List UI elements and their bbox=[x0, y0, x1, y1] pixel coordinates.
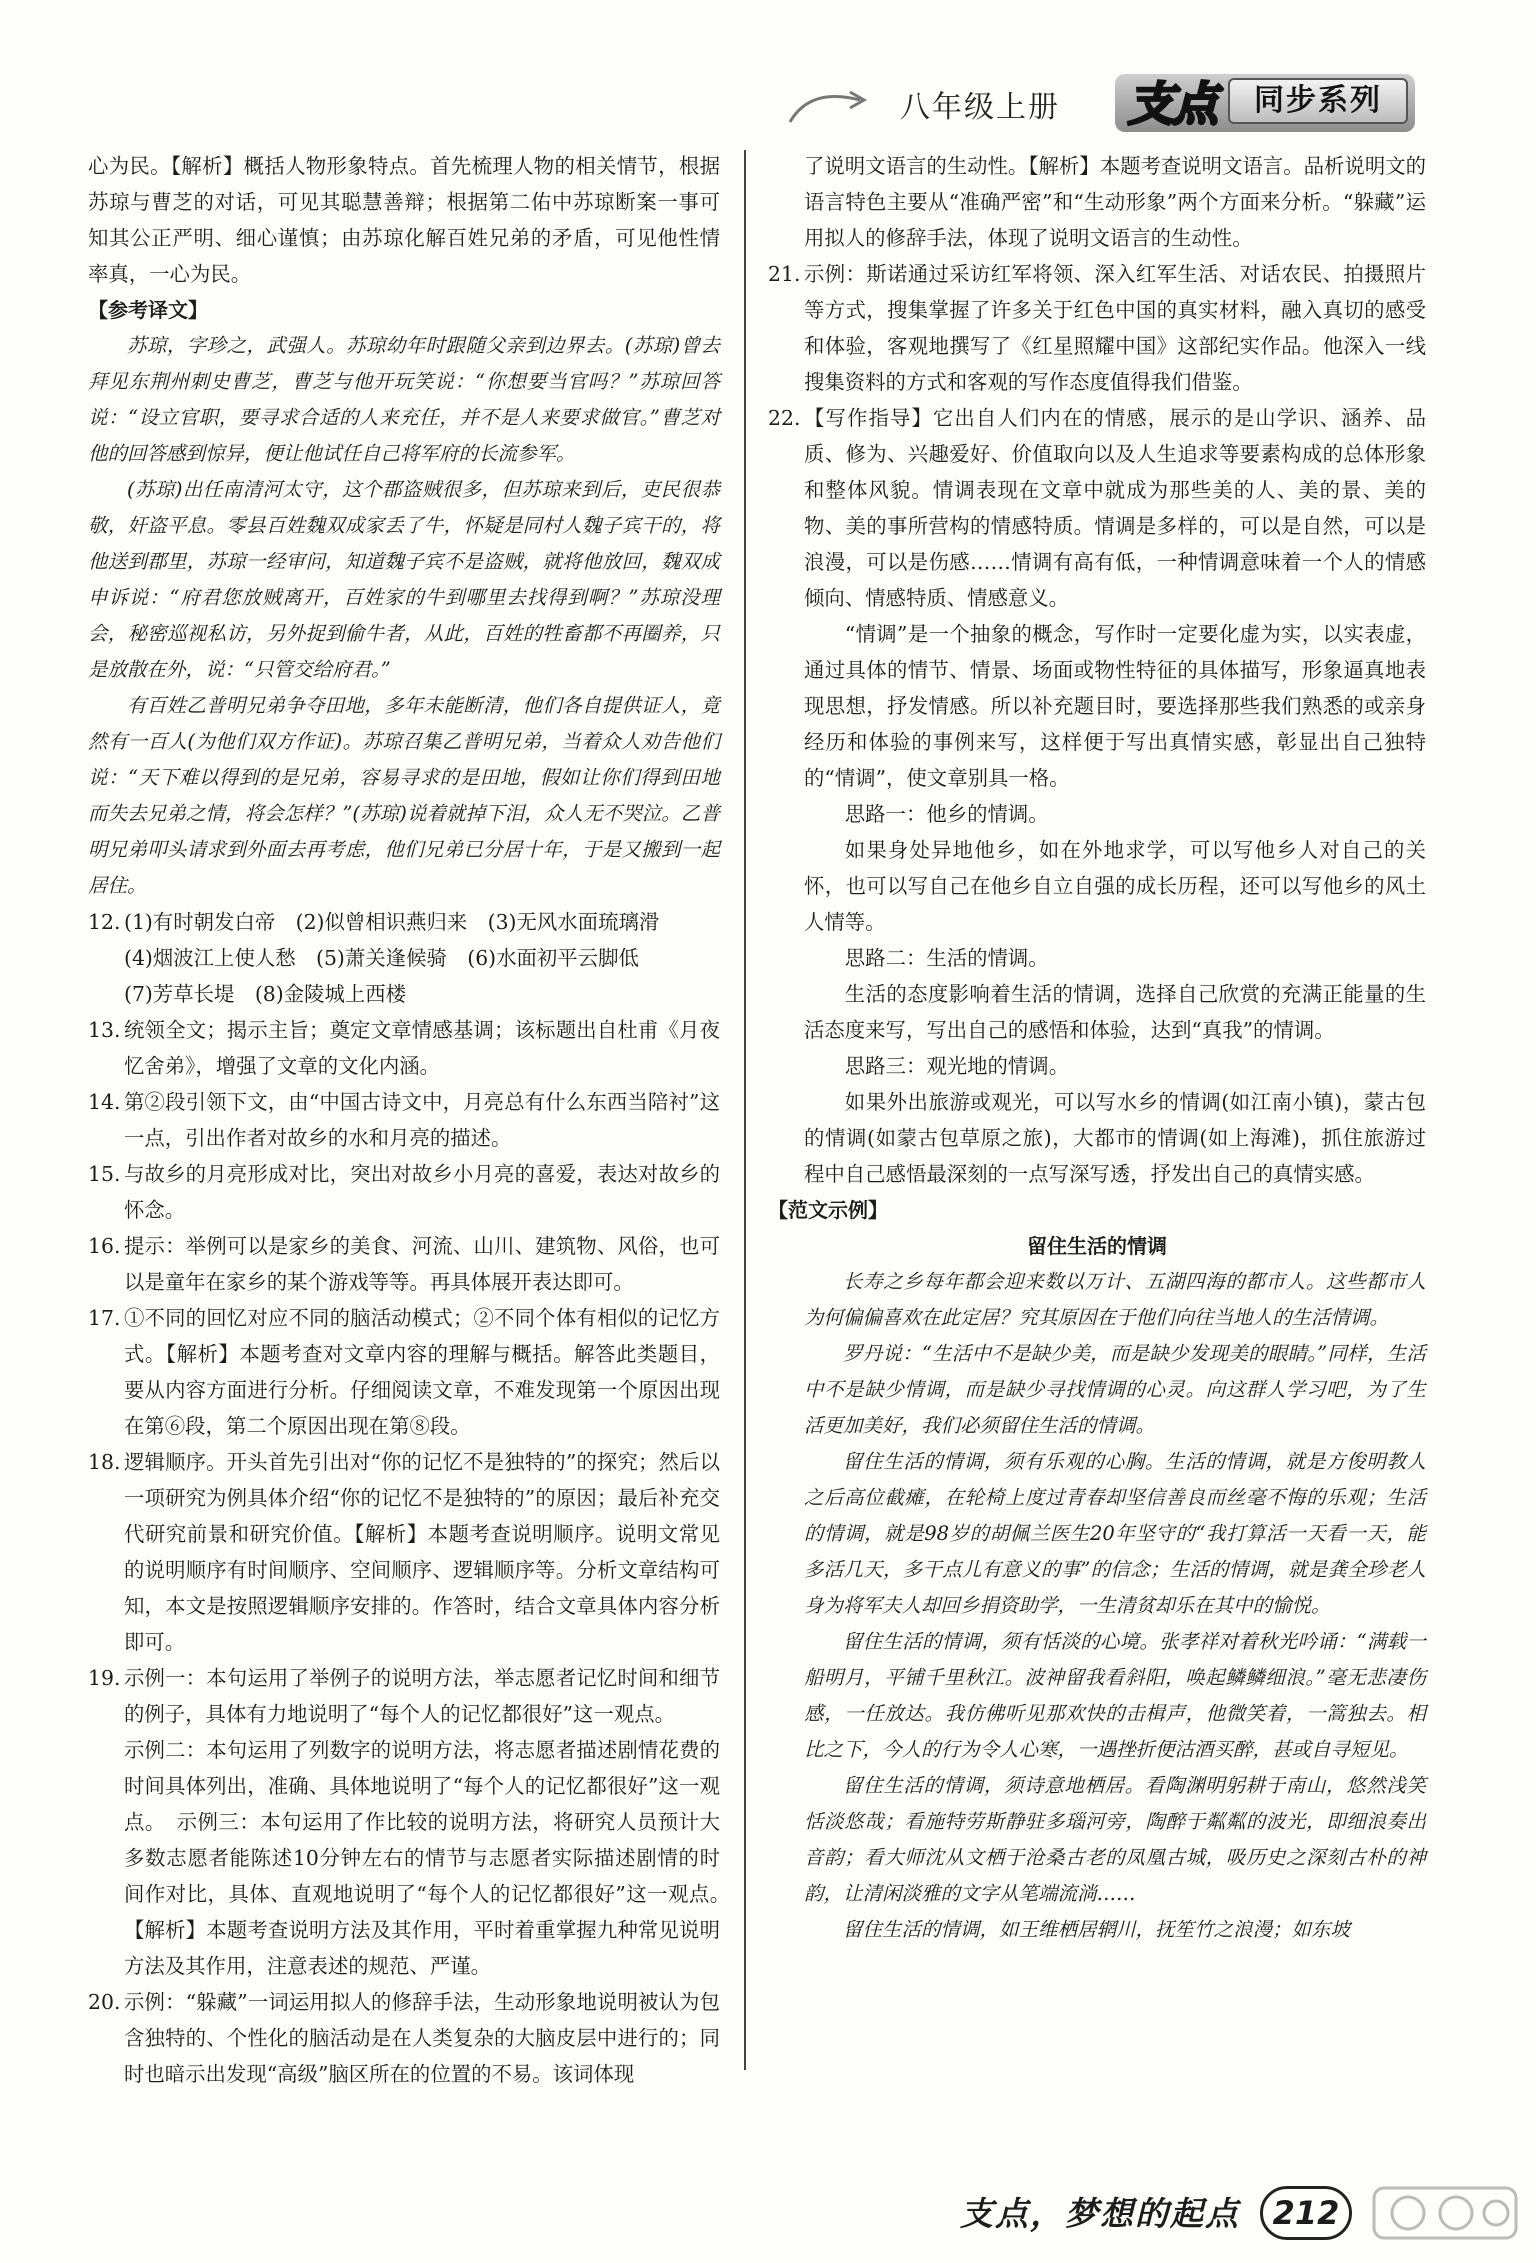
answer-21 bbox=[768, 256, 1426, 400]
answer-continuation: 心为民。【解析】概括人物形象特点。首先梳理人物的相关情节，根据苏琼与曹芝的对话，可见其聪慧善辩；根据第二佑中苏琼断案一事可知其公正严明、细心谨慎；由苏琼化解百姓兄弟的矛盾，可见他性情率真，一心为民。 bbox=[88, 154, 720, 286]
answer-line: (7)芳草长堤 (8)金陵城上西楼 bbox=[124, 982, 407, 1006]
essay-paragraph: 留住生活的情调，须有乐观的心胸。生活的情调，就是方俊明教人之后高位截瘫，在轮椅上度过青春却坚信善良而丝毫不悔的乐观；生活的情调，就是98岁的胡佩兰医生20年坚守的“我打算活一天看一天，能多活几天，多干点儿有意义的事”的信念；生活的情调，就是龚全珍老人身为将军夫人却回乡捐资助学，一生清贫却乐在其中的愉悦。 bbox=[804, 1450, 1426, 1617]
answer-19 bbox=[88, 1660, 720, 1732]
question-number: 18. bbox=[88, 1450, 121, 1474]
right-column bbox=[768, 148, 1426, 1948]
answer-20 bbox=[88, 1984, 720, 2092]
essay-title: 留住生活的情调 bbox=[1027, 1234, 1167, 1258]
answer-22 bbox=[768, 400, 1426, 616]
page-header bbox=[780, 60, 1420, 140]
model-essay-heading: 【范文示例】 bbox=[768, 1198, 888, 1222]
answer-line: (4)烟波江上使人愁 (5)萧关逢候骑 (6)水面初平云脚低 bbox=[124, 946, 639, 970]
translation-paragraph: 苏琼，字珍之，武强人。苏琼幼年时跟随父亲到边界去。(苏琼)曾去拜见东荆州刺史曹芝，曹芝与他开玩笑说：“你想要当官吗？”苏琼回答说：“设立官职，要寻求合适的人来充任，并不是人来要求做官。”曹芝对他的回答感到惊异，便让他试任自己将军府的长流参军。 bbox=[88, 334, 720, 465]
idea-title: 思路一：他乡的情调。 bbox=[844, 802, 1049, 826]
essay-paragraph: 留住生活的情调，须诗意地栖居。看陶渊明躬耕于南山，悠然浅笑恬淡悠哉；看施特劳斯静驻多瑙河旁，陶醉于粼粼的波光，即细浪奏出音韵；看大师沈从文栖于沧桑古老的凤凰古城，吸历史之深刻古朴的神韵，让清闲淡雅的文字从笔端流淌…… bbox=[804, 1774, 1426, 1905]
question-number: 17. bbox=[88, 1306, 121, 1330]
idea-text: 如果外出旅游或观光，可以写水乡的情调(如江南小镇)，蒙古包的情调(如蒙古包草原之旅)，大都市的情调(如上海滩)，抓住旅游过程中自己感悟最深刻的一点写深写透，抒发出自己的真情实感。 bbox=[804, 1090, 1426, 1186]
answer-12 bbox=[88, 904, 720, 1012]
idea-text: 生活的态度影响着生活的情调，选择自己欣赏的充满正能量的生活态度来写，写出自己的感悟和体验，达到“真我”的情调。 bbox=[804, 982, 1426, 1042]
translation-paragraph: 有百姓乙普明兄弟争夺田地，多年未能断清，他们各自提供证人，竟然有一百人(为他们双方作证)。苏琼召集乙普明兄弟，当着众人劝告他们说：“天下难以得到的是兄弟，容易寻求的是田地，假如让你们得到田地而失去兄弟之情，将会怎样？”(苏琼)说着就掉下泪，众人无不哭泣。乙普明兄弟叩头请求到外面去再考虑，他们兄弟已分居十年，于是又搬到一起居住。 bbox=[88, 694, 720, 897]
footer-slogan: 支点，梦想的起点 bbox=[960, 2194, 1240, 2233]
column-divider bbox=[744, 150, 746, 2070]
answer-16 bbox=[88, 1228, 720, 1300]
answer-text: 第②段引领下文，由“中国古诗文中，月亮总有什么东西当陪衬”这一点，引出作者对故乡的水和月亮的描述。 bbox=[124, 1090, 720, 1150]
idea-text: 如果身处异地他乡，如在外地求学，可以写他乡人对自己的关怀，也可以写自己在他乡自立自强的成长历程，还可以写他乡的风土人情等。 bbox=[804, 838, 1426, 934]
answer-text: 统领全文；揭示主旨；奠定文章情感基调；该标题出自杜甫《月夜忆舍弟》，增强了文章的文化内涵。 bbox=[124, 1018, 720, 1078]
answer-text: 示例一：本句运用了举例子的说明方法，举志愿者记忆时间和细节的例子，具体有力地说明了“每个人的记忆都很好”这一观点。 bbox=[124, 1666, 720, 1726]
grade-label: 八年级上册 bbox=[900, 90, 1060, 125]
question-number: 20. bbox=[88, 1990, 121, 2014]
question-number: 16. bbox=[88, 1234, 121, 1258]
answer-text: 示例：“躲藏”一词运用拟人的修辞手法，生动形象地说明被认为包含独特的、个性化的脑活动是在人类复杂的大脑皮层中进行的；同时也暗示出发现“高级”脑区所在的位置的不易。该词体现 bbox=[124, 1990, 720, 2086]
question-number: 13. bbox=[88, 1018, 121, 1042]
page-footer bbox=[960, 2188, 1520, 2248]
answer-text: 与故乡的月亮形成对比，突出对故乡小月亮的喜爱，表达对故乡的怀念。 bbox=[124, 1162, 720, 1222]
question-number: 14. bbox=[88, 1090, 121, 1114]
writing-guide-text: 【写作指导】它出自人们内在的情感，展示的是山学识、涵养、品质、修为、兴趣爱好、价值取向以及人生追求等要素构成的总体形象和整体风貌。情调表现在文章中就成为那些美的人、美的景、美的物、美的事所营构的情感特质。情调是多样的，可以是自然，可以是浪漫，可以是伤感……情调有高有低，一种情调意味着一个人的情感倾向、情感特质、情感意义。 bbox=[804, 406, 1426, 610]
answer-14 bbox=[88, 1084, 720, 1156]
question-number: 15. bbox=[88, 1162, 121, 1186]
question-number: 19. bbox=[88, 1666, 121, 1690]
page-number: 212 bbox=[1260, 2186, 1352, 2240]
answer-line: (1)有时朝发白帝 (2)似曾相识燕归来 (3)无风水面琉璃滑 bbox=[124, 910, 660, 934]
answer-15 bbox=[88, 1156, 720, 1228]
answer-text: 逻辑顺序。开头首先引出对“你的记忆不是独特的”的探究；然后以一项研究为例具体介绍“你的记忆不是独特的”的原因；最后补充交代研究前景和研究价值。【解析】本题考查说明顺序。说明文常见的说明顺序有时间顺序、空间顺序、逻辑顺序等。分析文章结构可知，本文是按照逻辑顺序安排的。作答时，结合文章具体内容分析即可。 bbox=[124, 1450, 720, 1654]
swoosh-decoration-icon bbox=[780, 82, 900, 142]
brand-logo: 支点 bbox=[1128, 77, 1216, 131]
idea-title: 思路三：观光地的情调。 bbox=[844, 1054, 1070, 1078]
essay-paragraph: 长寿之乡每年都会迎来数以万计、五湖四海的都市人。这些都市人为何偏偏喜欢在此定居？究其原因在于他们向往当地人的生活情调。 bbox=[804, 1270, 1426, 1329]
translation-paragraph: (苏琼)出任南清河太守，这个郡盗贼很多，但苏琼来到后，吏民很恭敬，奸盗平息。零县百姓魏双成家丢了牛，怀疑是同村人魏子宾干的，将他送到郡里，苏琼一经审问，知道魏子宾不是盗贼，就将他放回，魏双成申诉说：“府君您放贼离开，百姓家的牛到哪里去找得到啊？”苏琼没理会，秘密巡视私访，另外捉到偷牛者，从此，百姓的牲畜都不再圈养，只是放散在外，说：“只管交给府君。” bbox=[88, 478, 720, 681]
question-number: 21. bbox=[768, 262, 801, 286]
answer-text: 提示：举例可以是家乡的美食、河流、山川、建筑物、风俗，也可以是童年在家乡的某个游戏等等。再具体展开表达即可。 bbox=[124, 1234, 720, 1294]
answer-text: ①不同的回忆对应不同的脑活动模式；②不同个体有相似的记忆方式。【解析】本题考查对文章内容的理解与概括。解答此类题目，要从内容方面进行分析。仔细阅读文章，不难发现第一个原因出现在第⑥段，第二个原因出现在第⑧段。 bbox=[124, 1306, 720, 1438]
question-number: 12. bbox=[88, 910, 121, 934]
essay-paragraph: 留住生活的情调，如王维栖居辋川，抚笙竹之浪漫；如东坡 bbox=[843, 1918, 1351, 1941]
question-number: 22. bbox=[768, 406, 801, 430]
answer-text: 示例二：本句运用了列数字的说明方法，将志愿者描述剧情花费的时间具体列出，准确、具体地说明了“每个人的记忆都很好”这一观点。 示例三：本句运用了作比较的说明方法，将研究人员预计大多数志愿者能陈述10分钟左右的情节与志愿者实际描述剧情的时间作对比，具体、直观地说明了“每个人的记忆都很好”这一观点。 【解析】本题考查说明方法及其作用，平时着重掌握九种常见说明方法及其作用，注意表述的规范、严谨。 bbox=[124, 1738, 741, 1978]
answer-17 bbox=[88, 1300, 720, 1444]
reference-translation-heading: 【参考译文】 bbox=[88, 298, 208, 322]
essay-paragraph: 留住生活的情调，须有恬淡的心境。张孝祥对着秋光吟诵：“满载一船明月，平铺千里秋江。波神留我看斜阳，唤起鳞鳞细浪。”毫无悲凄伤感，一任放达。我仿佛听见那欢快的击楫声，他微笑着，一篙独去。相比之下，今人的行为令人心寒，一遇挫折便沽酒买醉，甚或自寻短见。 bbox=[804, 1630, 1426, 1761]
essay-paragraph: 罗丹说：“生活中不是缺少美，而是缺少发现美的眼睛。”同样，生活中不是缺少情调，而是缺少寻找情调的心灵。向这群人学习吧，为了生活更加美好，我们必须留住生活的情调。 bbox=[804, 1342, 1426, 1437]
answer-13 bbox=[88, 1012, 720, 1084]
answer-18 bbox=[88, 1444, 720, 1660]
left-column bbox=[88, 148, 741, 2092]
writing-guide-text: “情调”是一个抽象的概念，写作时一定要化虚为实，以实表虚，通过具体的情节、情景、场面或物性特征的具体描写，形象逼真地表现思想，抒发情感。所以补充题目时，要选择那些我们熟悉的或亲身经历和体验的事例来写，这样便于写出真情实感，彰显出自己独特的“情调”，使文章别具一格。 bbox=[804, 622, 1426, 790]
answer-continuation: 了说明文语言的生动性。【解析】本题考查说明文语言。品析说明文的语言特色主要从“准确严密”和“生动形象”两个方面来分析。“躲藏”运用拟人的修辞手法，体现了说明文语言的生动性。 bbox=[804, 154, 1426, 250]
answer-text: 示例：斯诺通过采访红军将领、深入红军生活、对话农民、拍摄照片等方式，搜集掌握了许多关于红色中国的真实材料，融入真切的感受和体验，客观地撰写了《红星照耀中国》这部纪实作品。他深入一线搜集资料的方式和客观的写作态度值得我们借鉴。 bbox=[804, 262, 1426, 394]
watermark-logo-icon bbox=[1370, 2182, 1520, 2246]
idea-title: 思路二：生活的情调。 bbox=[844, 946, 1049, 970]
series-label: 同步系列 bbox=[1228, 78, 1408, 124]
